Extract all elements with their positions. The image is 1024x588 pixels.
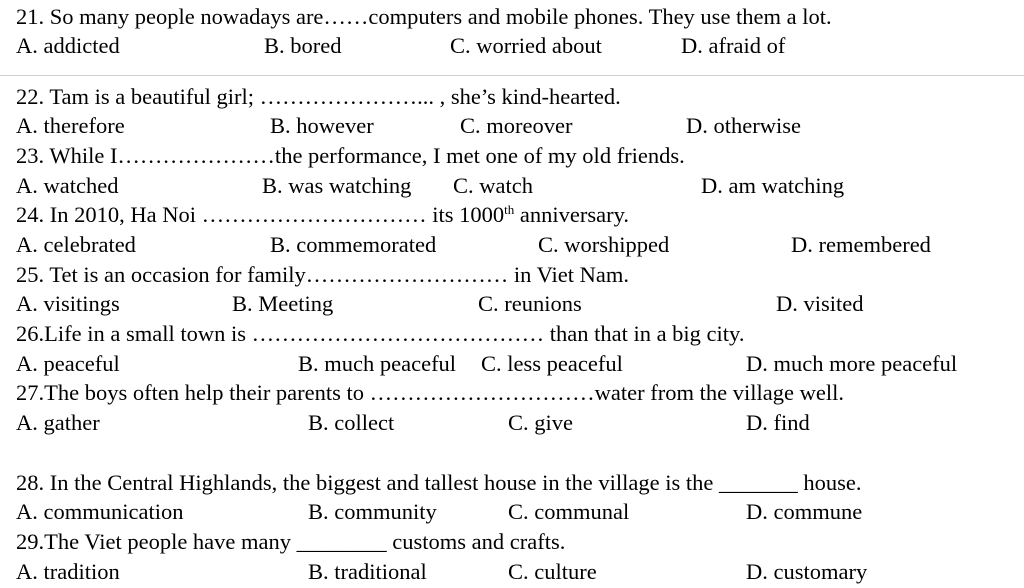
question-21-option-d: D. afraid of (681, 33, 786, 58)
question-22-option-d: D. otherwise (686, 113, 801, 138)
question-29-option-c: C. culture (508, 559, 597, 584)
question-25-stem: 25. Tet is an occasion for family……………………… in Viet Nam. (16, 262, 630, 287)
question-27-option-b: B. collect (308, 410, 395, 435)
question-28-stem: 28. In the Central Highlands, the biggest and tallest house in the village is the _______ house. (16, 470, 862, 495)
question-29-option-d: D. customary (746, 559, 868, 584)
question-24-option-a: A. celebrated (16, 232, 136, 257)
question-27-option-c: C. give (508, 410, 573, 435)
superscript-th: th (504, 202, 515, 217)
question-24-option-c: C. worshipped (538, 232, 670, 257)
question-25-option-d: D. visited (776, 291, 864, 316)
question-29-option-a: A. tradition (16, 559, 120, 584)
question-27-option-a: A. gather (16, 410, 100, 435)
question-25-option-c: C. reunions (478, 291, 582, 316)
question-27-stem: 27.The boys often help their parents to …………………………water from the village well. (16, 380, 844, 405)
question-24-stem (16, 204, 629, 227)
question-29-option-b: B. traditional (308, 559, 427, 584)
question-22-stem: 22. Tam is a beautiful girl; …………………... , she’s kind-hearted. (16, 84, 621, 109)
question-23-option-a: A. watched (16, 173, 119, 198)
question-29-stem: 29.The Viet people have many ________ customs and crafts. (16, 529, 566, 554)
question-22-option-c: C. moreover (460, 113, 573, 138)
question-24-stem-tail: anniversary. (514, 202, 629, 227)
question-23-option-d: D. am watching (701, 173, 845, 198)
question-26-stem: 26.Life in a small town is ………………………………… than that in a big city. (16, 321, 745, 346)
question-23-option-c: C. watch (453, 173, 533, 198)
question-24-option-d: D. remembered (791, 232, 931, 257)
question-27-option-d: D. find (746, 410, 810, 435)
question-26-option-a: A. peaceful (16, 351, 120, 376)
question-23-stem: 23. While I…………………the performance, I met one of my old friends. (16, 143, 685, 168)
question-22-option-a: A. therefore (16, 113, 125, 138)
question-21-option-b: B. bored (264, 33, 342, 58)
question-26-option-b: B. much peaceful (298, 351, 457, 376)
section-divider (0, 75, 1024, 76)
question-28-option-b: B. community (308, 499, 437, 524)
question-25-option-a: A. visitings (16, 291, 120, 316)
question-21-option-a: A. addicted (16, 33, 120, 58)
question-21-stem: 21. So many people nowadays are……computers and mobile phones. They use them a lot. (16, 4, 832, 29)
question-21-option-c: C. worried about (450, 33, 602, 58)
question-24-stem-text: 24. In 2010, Ha Noi ………………………… its 1000 (16, 202, 505, 227)
question-26-option-c: C. less peaceful (481, 351, 623, 376)
question-28-option-a: A. communication (16, 499, 184, 524)
question-28-option-c: C. communal (508, 499, 630, 524)
question-28-option-d: D. commune (746, 499, 863, 524)
question-23-option-b: B. was watching (262, 173, 412, 198)
question-25-option-b: B. Meeting (232, 291, 334, 316)
question-22-option-b: B. however (270, 113, 374, 138)
question-24-option-b: B. commemorated (270, 232, 437, 257)
question-26-option-d: D. much more peaceful (746, 351, 958, 376)
